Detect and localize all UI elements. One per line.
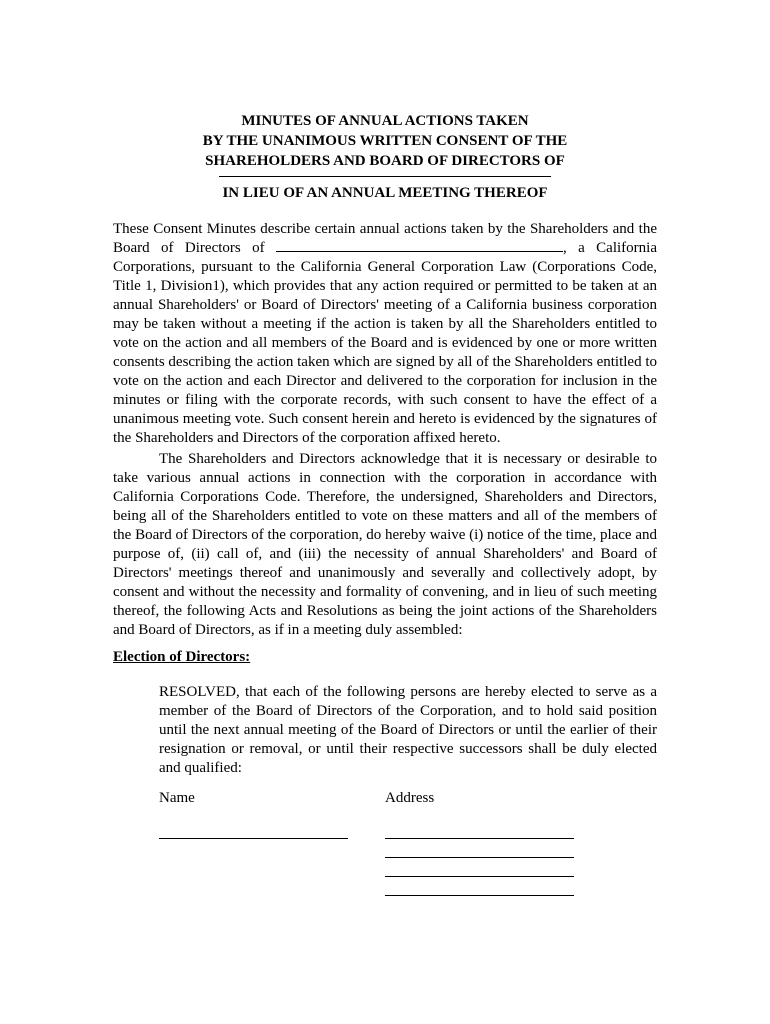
title-line-4: IN LIEU OF AN ANNUAL MEETING THEREOF bbox=[222, 185, 548, 201]
acknowledgment-paragraph: The Shareholders and Directors acknowledge that it is necessary or desirable to take various annual actions in connection with the corporation in accordance with California Corporations Code. Therefore, the undersigned, Shareholders and Directors, being all of the Shareholders entitled to vote on these matters and all of the members of the Board of Directors of the corporation, do hereby waive (i) notice of the time, place and purpose of, (ii) call of, and (iii) the necessity of annual Shareholders' and Board of Directors' meetings thereof and unanimously and severally and collectively adopt, by consent and without the necessity and formality of convening, and in lieu of such meeting thereof, the following Acts and Resolutions as being the joint actions of the Shareholders and Board of Directors, as if in a meeting duly assembled: bbox=[113, 451, 657, 638]
intro-text-part1: These Consent Minutes describe certain annual actions taken by the Shareholders and the Board of Directors of bbox=[113, 221, 657, 256]
title-line-1: MINUTES OF ANNUAL ACTIONS TAKEN bbox=[241, 113, 529, 129]
director-address-blank-1[interactable] bbox=[385, 838, 574, 839]
director-address-blank-4[interactable] bbox=[385, 895, 574, 896]
intro-paragraph bbox=[113, 220, 657, 448]
name-column-label: Name bbox=[159, 790, 195, 806]
intro-text-part2: , a California Corporations, pursuant to the California General Corporation Law (Corporations Code, Title 1, Division1), which provides that any action required or permitted to be taken at an annual Shareholders' or Board of Directors' meeting of a California business corporation may be taken without a meeting if the action is taken by all the Shareholders entitled to vote on the action and all members of the Board and is evidenced by one or more written consents describing the action taken which are signed by all of the Shareholders entitled to vote on the action and each Director and delivered to the corporation for inclusion in the minutes or filing with the corporate records, with such consent to have the effect of a unanimous meeting vote. Such consent herein and hereto is evidenced by the signatures of the Shareholders and Directors of the corporation affixed hereto. bbox=[113, 240, 658, 446]
director-address-blank-3[interactable] bbox=[385, 876, 574, 877]
corporation-name-blank[interactable] bbox=[219, 176, 551, 177]
resolved-paragraph: RESOLVED, that each of the following persons are hereby elected to serve as a member of the Board of Directors of the Corporation, and to hold said position until the next annual meeting of the Board of Directors or until the earlier of their resignation or removal, or until their respective successors shall be duly elected and qualified: bbox=[159, 684, 657, 776]
corporation-name-inline-blank[interactable] bbox=[276, 240, 563, 252]
address-column-label: Address bbox=[385, 790, 435, 806]
director-name-blank[interactable] bbox=[159, 838, 348, 839]
title-line-3: SHAREHOLDERS AND BOARD OF DIRECTORS OF bbox=[205, 153, 565, 169]
document-title bbox=[0, 111, 770, 171]
title-line-2: BY THE UNANIMOUS WRITTEN CONSENT OF THE bbox=[202, 133, 568, 149]
election-heading: Election of Directors: bbox=[113, 649, 251, 665]
director-address-blank-2[interactable] bbox=[385, 857, 574, 858]
